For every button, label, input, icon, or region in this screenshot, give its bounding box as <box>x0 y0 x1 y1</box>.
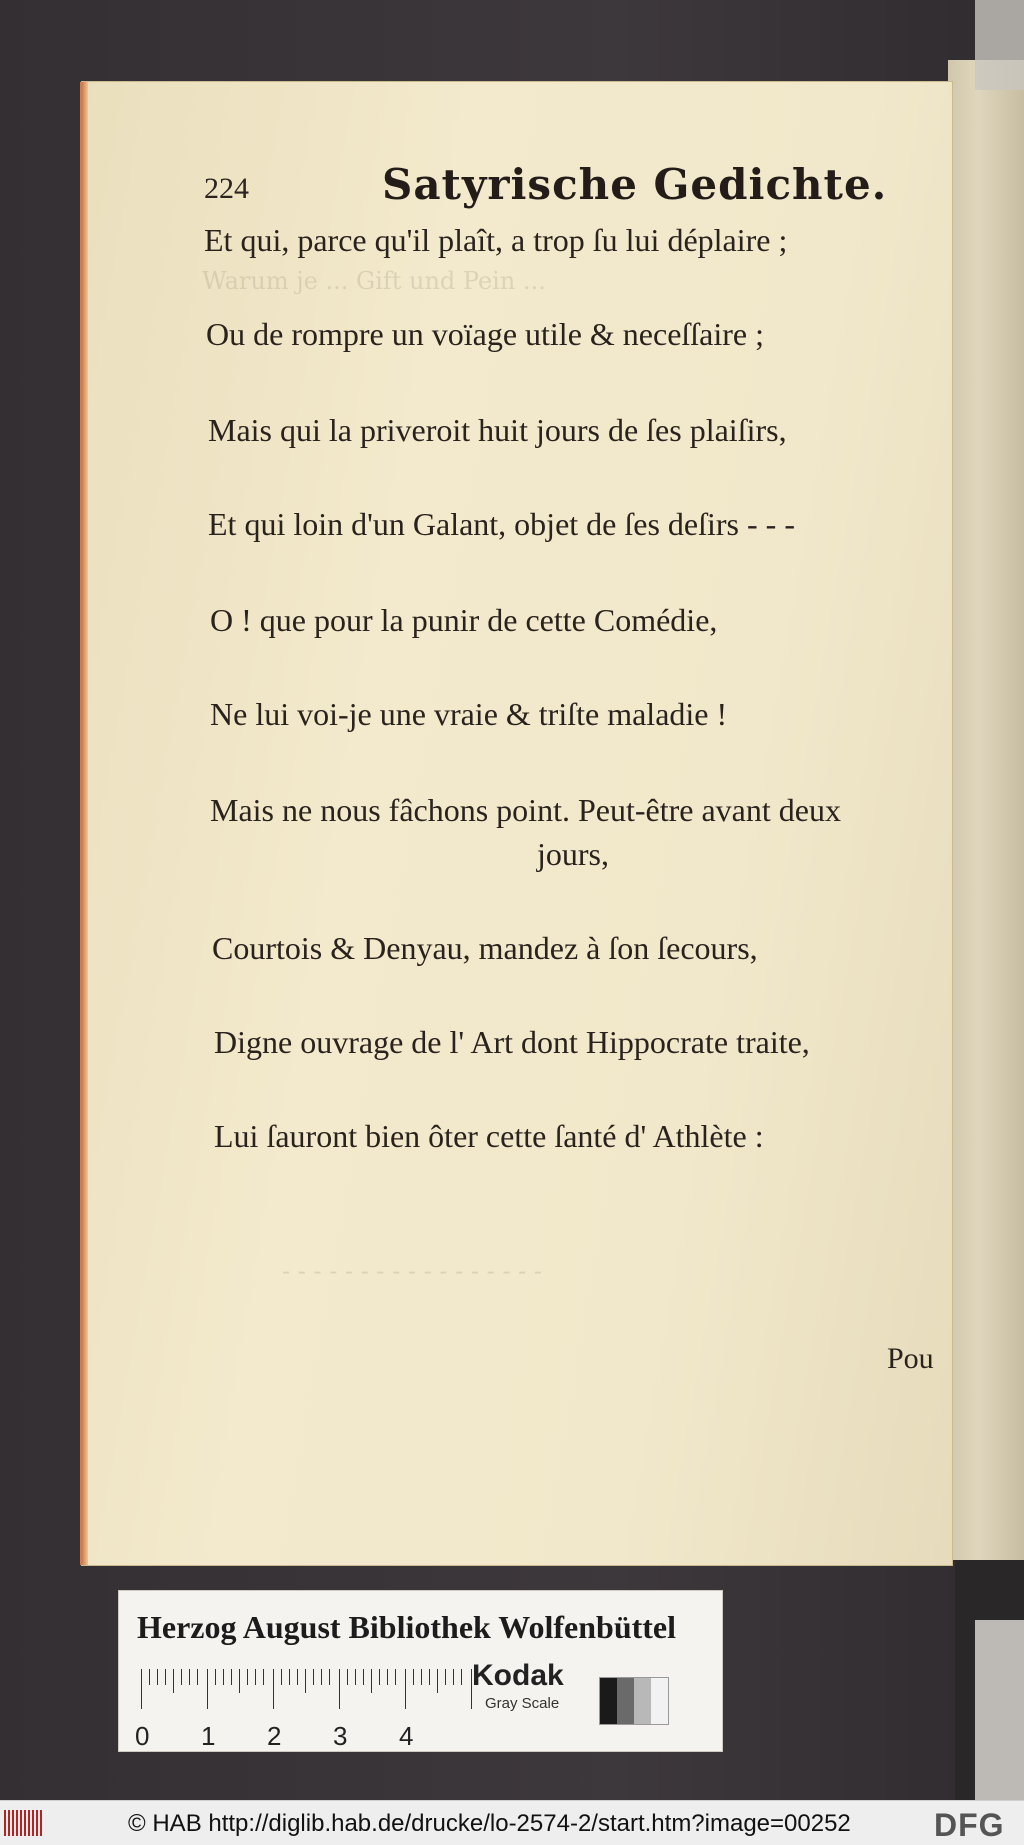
running-title: Satyrische Gedichte. <box>382 160 888 209</box>
kodak-subtitle: Gray Scale <box>485 1695 560 1712</box>
facing-page-lower <box>975 1620 1024 1800</box>
page-header <box>204 160 904 230</box>
ruler-number: 4 <box>399 1721 414 1751</box>
bleed-through-text: - - - - - - - - - - - - - - - - - <box>282 1257 542 1285</box>
dfg-logo: DFG <box>934 1807 1005 1843</box>
kodak-logo: Kodak <box>472 1659 564 1692</box>
verse-line: Ou de rompre un voïage utile & neceſſaire ; <box>206 316 765 352</box>
verse-line: Mais ne nous fâchons point. Peut-être avant deux <box>210 792 841 828</box>
verse-line: Et qui loin d'un Galant, objet de ſes deſirs - - - <box>208 506 795 542</box>
book-page <box>82 82 952 1565</box>
library-label-card <box>118 1590 723 1752</box>
verse-line-continuation: jours, <box>537 836 609 872</box>
catchword: Pou <box>887 1342 934 1375</box>
verse-line: Lui ſauront bien ôter cette ſanté d' Athlète : <box>214 1118 764 1154</box>
ruler-number: 2 <box>267 1721 282 1751</box>
measurement-ruler <box>135 1669 471 1751</box>
ruler-number: 1 <box>201 1721 216 1751</box>
bleed-through-text: Warum je ... Gift und Pein ... <box>202 267 546 295</box>
verse-line: O ! que pour la punir de cette Comédie, <box>210 602 718 638</box>
library-name: Herzog August Bibliothek Wolfenbüttel <box>137 1609 677 1645</box>
verse-line: Mais qui la priveroit huit jours de ſes plaiſirs, <box>208 412 787 448</box>
verse-line: Ne lui voi-je une vraie & triſte maladie ! <box>210 696 728 732</box>
gray-scale-swatch <box>599 1677 669 1725</box>
ruler-number: 3 <box>333 1721 348 1751</box>
copyright-url[interactable]: © HAB http://diglib.hab.de/drucke/lo-2574-2/start.htm?image=00252 <box>128 1810 851 1837</box>
ruler-number: 0 <box>135 1721 150 1751</box>
verse-line: Et qui, parce qu'il plaît, a trop ſu lui déplaire ; <box>204 222 788 258</box>
verse-line: Digne ouvrage de l' Art dont Hippocrate traite, <box>214 1024 810 1060</box>
page-number: 224 <box>204 172 249 205</box>
barcode-icon <box>4 1810 44 1836</box>
footer-bar <box>0 1800 1024 1845</box>
facing-page-top <box>975 0 1024 90</box>
verse-line: Courtois & Denyau, mandez à ſon ſecours, <box>212 930 758 966</box>
